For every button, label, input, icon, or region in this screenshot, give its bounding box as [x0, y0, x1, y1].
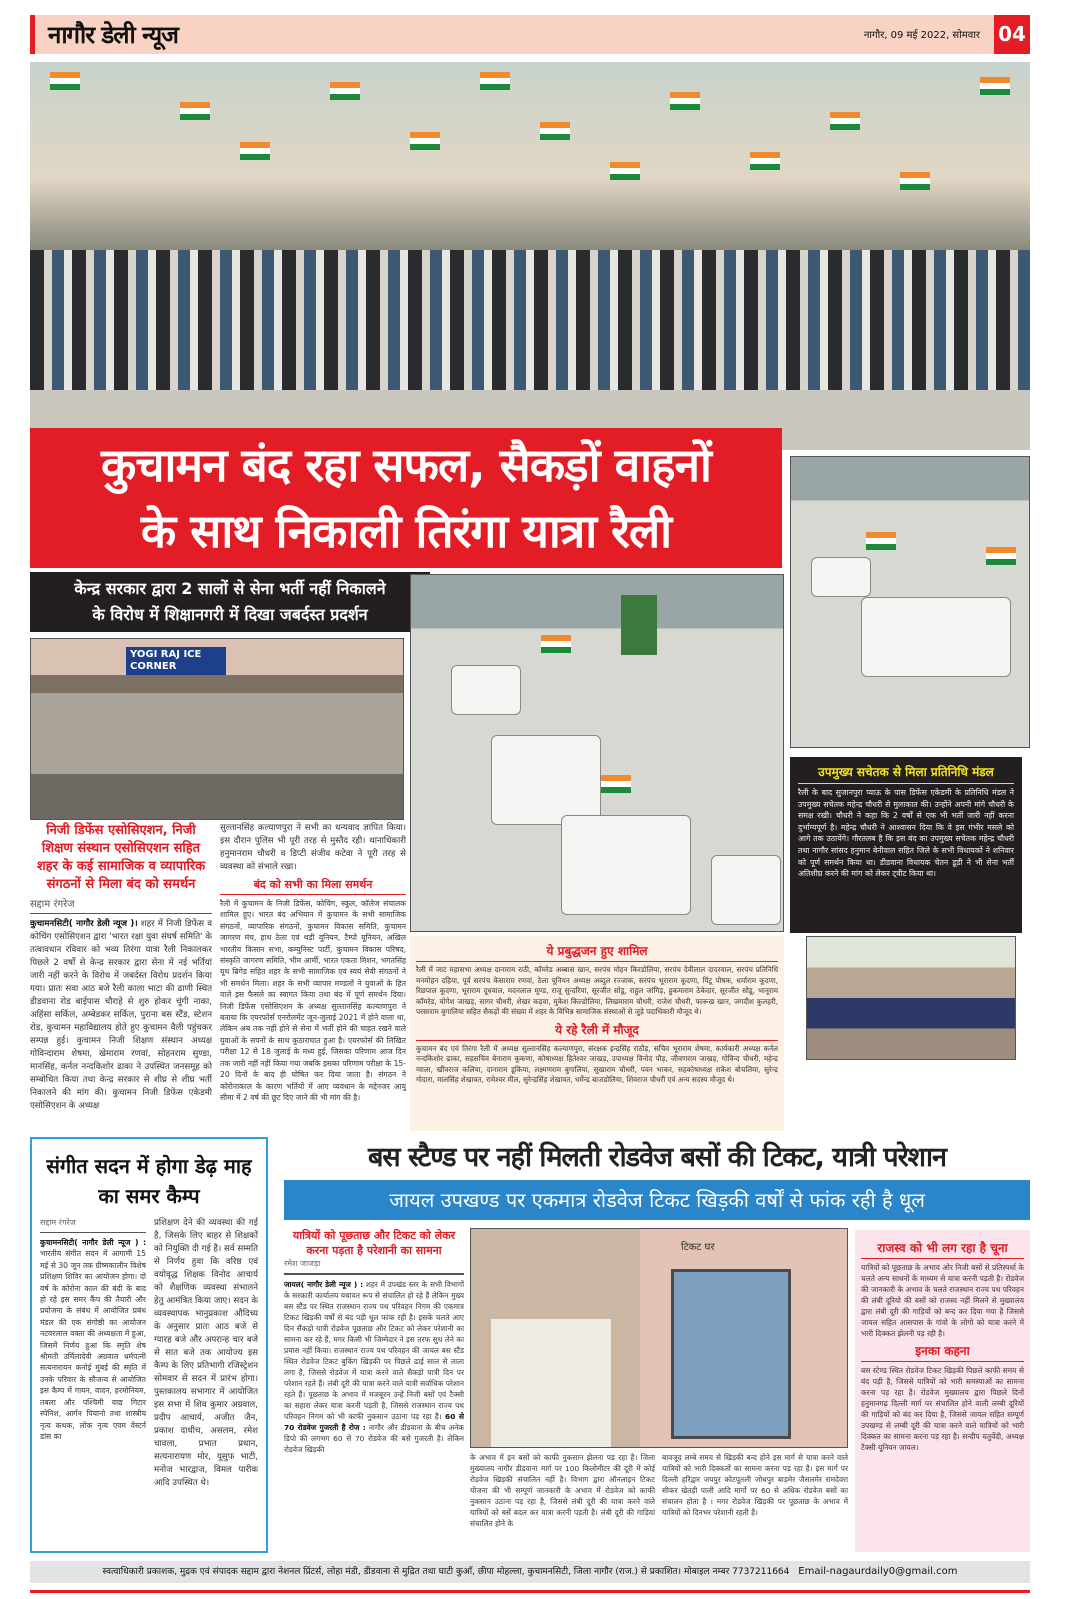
crowd [30, 250, 1030, 410]
lead-body-col1-text: शहर में निजी डिफेंस व कोचिंग एसोसिएशन द्वारा 'भारत रक्षा युवा संघर्ष समिति' के तत्वावधान रविवार को भव्य तिरंगा यात्रा रैली निकालकर पिछले 2 वर्षों से केन्द्र सरकार द्वारा सेना में नई भर्तियां जारी नहीं करने के विरोध में जबर्दस्त विरोध प्रदर्शन किया गया। प्रातः सवा आठ बजे रैली काला भाटा की ढाणी स्थित डीडवाना रोड बाईपास चौराहे से शुरु होकर चूंगी नाका, अहिंसा सर्किल, अम्बेडकर सर्किल, पुराना बस स्टैंड, स्टेशन रोड, कुचामन महाविद्यालय होते हुए कुचामन वैली पहुंचकर सम्पन्न हुई। कुचामन निजी शिक्षण संस्थान अध्यक्ष गोविन्दाराम शेषमा, खेमाराम रणवां, सोहनराम सुण्डा, मानसिंह, कर्नल नन्दकिशोर ढाका ने उपस्थित जनसमूह को सम्बोधित किया तथा केन्द्र सरकार से शीघ्र से शीघ्र भर्ती निकालने की मांग की। कुचामन निजी डिफेंस एकेडमी एसोसिएशन के अध्यक्ष [30, 919, 212, 1111]
music-body-col1-text: भारतीय संगीत सदन में आगामी 15 मई से 30 जून तक ग्रीष्मकालीन विशेष प्रशिक्षण शिविर का आयोजन होगा। दो वर्ष के कोरोना काल की बंदी के बाद हो रहे इस समर कैंप की तैयारी और प्रयोजना के संबंध में आयोजित प्रबंध मंडल की एक संगोष्ठी का आयोजन नटवरलाल वक्ता की अध्यक्षता में हुआ, जिसमें निर्णय हुआ कि स्मृति शेष श्रीमती उर्मिलादेवी अग्रवाल धर्मपत्नी सत्यनारायन कनोई मुंबई की स्मृति में उनके परिवार के सौजन्य से आयोजित इस कैम्प में गायन, वादन, हरमोनियम, तबला और पश्चिमी वाद्य गिटार स्पेनिश, आर्गन पियानो तथा शास्त्रीय नृत्य कथक, लोक नृत्य एवम वेस्टर्न डांस का [40, 1249, 146, 1441]
bus-body-col1-text: शहर में उपखंड स्तर के सभी विभागों के सरकारी कार्यालय यथावत रूप से संचालित हो रहे हैं लेकिन मुख्य बस स्टैंड पर स्थित राजस्थान राज्य पथ परिवहन निगम की एकमात्र टिकट खिड़की वर्षों से बंद पड़ी धूल फांक रही है। इसके चलते आए दिन सैंकड़ो यात्री रोडवेज पूछताछ और टिकट को लेकर परेशानी का सामना कर रहे हैं, मगर किसी भी जिम्मेदार ने इस तरफ सुध लेने का प्रयास नहीं किया। राजस्थान राज्य पथ परिवहन की जायल बस स्टैंड स्थित रोडवेज टिकट बुकिंग खिड़की पर पिछले ढाई साल से ताला लगा है, जिससे रोडवेज में यात्रा करने वाले सैकड़ो यात्री दिन पर परेशान रहते हैं। लंबी दूरी की यात्रा करने वाले यात्री सर्वाधिक परेशान रहते हैं। पूछताछ के अभाव में मजबूरन उन्हें निजी बसों एवं टैक्सी का सहारा लेकर यात्रा करनी पड़ती है, जिससे राजस्थान राज्य पथ परिवहन निगम को भी काफी नुकसान उठाना पड़ रहा है। [284, 1280, 464, 1421]
lead-headline-line2: के साथ निकाली तिरंगा यात्रा रैली [140, 504, 672, 558]
lead-article-col1 [30, 822, 212, 1128]
car [451, 665, 521, 715]
masthead-accent-bar [30, 15, 35, 54]
byline: सद्दाम रंगरेज [30, 896, 212, 914]
flag-icon [180, 102, 210, 120]
section-dignitaries-title: ये प्रबुद्धजन हुए शामिल [416, 942, 778, 962]
music-dateline: कुचामनसिटी( नागौर डेली न्यूज ) : [40, 1238, 146, 1247]
delegation-text: रैली के बाद सुजानपुरा प्याऊ के पास डिफेंस एकेडमी के प्रतिनिधि मंडल ने उपमुख्य सचेतक महेन्द्र चौधरी से मुलाकात की। उन्होंने अपनी मांगे चौधरी के समक्ष रखी। चौधरी ने कहा कि 2 वर्षों से एक भी भर्ती जारी नहीं करना दुर्भाग्यपूर्ण है। महेन्द्र चौधरी ने आश्वासन दिया कि वे इस गंभीर मसले को आगे तक उठायेंगे। गौरतलब है कि इस बंद का उपमुख्य सचेतक महेन्द्र चौधरी तथा नागौर सांसद हनुमान बेनीवाल सहित जिले के सभी विधायकों ने शनिवार को पूर्ण समर्थन किया था। डीडवाना विधायक चेतन डूडी ने भी सेना भर्ती अतिशीघ्र करने की मांग को लेकर ट्वीट किया था। [798, 788, 1014, 879]
ticket-window [671, 1269, 791, 1439]
flag-icon [601, 775, 631, 793]
lead-subheadline-line2: के विरोध में शिक्षानगरी में दिखा जबर्दस्त प्रदर्शन [92, 605, 368, 624]
music-columns [40, 1217, 258, 1547]
lead-body-col2: रैली में कुचामन के निजी डिफेंस, कोचिंग, स्कूल, कॉलेज संचालक शामिल हुए। भारत बंद अभियान में कुचामन के सभी सामाजिक संगठनों, व्यापारिक संगठनों, कुचामन विकास समिति, कुचामन जागरण मंच, हाथ ठेला एवं थड़ी यूनियन, टैम्पो यूनियन, अखिल भारतीय किसान सभा, कम्युनिस्ट पार्टी, कुचामन विकास परिषद, संस्कृति जागरण समिति, भीम आर्मी, भारत एकता मिशन, भगतसिंह यूथ ब्रिगेड सहित शहर के सभी सामाजिक एवं स्वयं सेवी संगठनों ने भी समर्थन मिला। शहर के सभी व्यापार मण्डलों ने युवाओं के हित वाले इस फैसले का स्वागत किया तथा बंद में पूर्ण समर्थन दिया। निजी डिफेंस एसोसिएशन के अध्यक्ष सुल्तानसिंह कल्याणपुरा ने बताया कि एयरफोर्स एनरोलमेंट जून-जुलाई 2021 में होने वाला था, लेकिन अब तक नहीं होने से सेना में भर्ती होने की चाहत रखने वाले युवाओं के सपनों के साथ कुठाराघात हुआ है। एयरफोर्स की लिखित परीक्षा 12 से 18 जुलाई के मध्य हुई, जिसका परिणाम आज दिन तक जारी नहीं नहीं किया गया जबकि इसका परिणाम परीक्षा के 15-20 दिनों के बाद ही घोषित कर दिया जाता है। संगठन ने कोरोनाकाल के कारण भर्तियों में आए व्यवधान के मद्देनजर आयु सीमा में 2 वर्ष की छूट दिए जाने की भी मांग की है। [220, 899, 406, 1102]
car [811, 557, 871, 597]
revenue-title: राजस्व को भी लग रहा है चूना [861, 1239, 1024, 1259]
delegation-group-photo [806, 936, 1016, 1060]
lead-body-col2-top: सुल्तानसिंह कल्याणपुरा ने सभी का धन्यवाद ज्ञापित किया। इस दौरान पुलिस भी पूरी तरह से मुस्तैद रही। थानाधिकारी हनुमानराम चौधरी व डिप्टी संजीव कटेवा ने पूरी तरह से व्यवस्था को संभाले रखा। [220, 823, 406, 872]
quote-title: इनका कहना [861, 1342, 1024, 1362]
rally-crowd-photo [30, 62, 1030, 450]
bus-dateline: जायल( नागौर डेली न्यूज ) : [284, 1280, 364, 1289]
dignitaries-box [410, 936, 784, 1131]
flag-icon [866, 532, 896, 550]
flag-icon [50, 72, 80, 90]
flag-icon [900, 172, 930, 190]
masthead [30, 15, 1030, 54]
lead-headline-line1: कुचामन बंद रहा सफल, सैकड़ों वाहनों [101, 438, 711, 492]
revenue-box [855, 1230, 1030, 1552]
car [861, 597, 1011, 677]
dateline: कुचामनसिटी( नागौर डेली न्यूज )। [30, 919, 138, 929]
imprint-text: स्वत्वाधिकारी प्रकाशक, मुद्रक एवं संपादक सद्दाम द्वारा नेशनल प्रिंटर्स, लोहा मंडी, डीडवाना से मुद्रित तथा घाटी कुआँ, छीपा मोहल्ला, कुचामनसिटी, जिला नागौर (राज.) से प्रकाशित। मोबाइल नम्बर 7737211664 [102, 1567, 790, 1577]
bus-body-col1-end: नागौर और डीडवाना के बीच अनेक डिपो की लगभग 60 से 70 रोडवेज की बसे गुजरती है। लेकिन रोडवेज खिड़की [284, 1423, 464, 1454]
flag-icon [540, 122, 570, 140]
side-headline: निजी डिफेंस एसोसिएशन, निजी शिक्षण संस्थान एसोसिएशन सहित शहर के कई सामाजिक व व्यापारिक संगठनों से मिला बंद को समर्थन [36, 823, 206, 892]
cars-rally-photo-right [790, 456, 1030, 748]
flag-icon [610, 162, 640, 180]
present-text: कुचामन बंद एवं तिरंगा रैली में अध्यक्ष सुल्तानसिंह कल्याणपुरा, संरक्षक इन्द्रसिंह राठौड़, सचिव भूराराम शेषमा, कार्यकारी अध्यक्ष कर्नल नन्दकिशोर ढाका, सहसचिव बेनाराम कूकणा, कोषाध्यक्ष हितेश्वर जाखड़, उपाध्यक्ष विनोद पौड़, जीवणराम जाखड़, गोविन्द चौधरी, महेन्द्र ग्वाला, खींवराज कलिया, दानाराम डूकिया, लक्ष्मणराम बुगालिया, सुखाराम चौधरी, पवन भाकर, सहकोषाध्यक्ष राकेश बोचलिया, सुरेन्द्र गोदारा, मालसिंह शेखावत, रामेश्वर मील, सुरेन्द्रसिंह शेखावत, धर्मेन्द्र बाजडोलिया, शिवराज चौधरी एवं अन्य सदस्य मौजूद थे। [416, 1043, 778, 1084]
newspaper-title: नागौर डेली न्यूज [48, 21, 178, 49]
flag-icon [240, 142, 270, 160]
ticket-window-photo [470, 1228, 848, 1448]
flag-icon [480, 72, 510, 90]
music-body-col1 [40, 1237, 146, 1547]
bus-article-col1 [284, 1228, 464, 1549]
music-body-col2: प्रशिक्षण देने की व्यवस्था की गई है, जिसके लिए बाहर से शिक्षकों को नियुक्ति दी गई है। सर्व सम्मति से निर्णय हुवा कि वरिष्ठ एवं वयोवृद्ध शिक्षक विनोद आचार्य को शैक्षणिक व्यवस्था संभालने हेतु आमंत्रित किया जाए। सदन के व्यवस्थापक भानुप्रकाश औदिच्य के अनुसार प्रातः आठ बजे से ग्यारह बजे और अपरान्ह चार बजे से सात बजे तक आयोज्य इस कैम्प के लिए प्रतिभागी रजिस्ट्रेशन सोमवार से सदन में प्रारंभ होगा। पुस्तकालय सभागार में आयोजित इस सभा में शिव कुमार अग्रवाल, प्रदीप आचार्य, अजीत जैन, प्रकाश दाधीच, असलम, रमेश चावला, प्रभात प्रधान, सत्यनारायण मोर, यूसुफ भाटी, मनोज भारद्वाज, विमल पारीक आदि उपस्थित थे। [154, 1218, 258, 1488]
car [711, 855, 781, 925]
lead-article-col2 [220, 822, 406, 1143]
music-col1 [40, 1217, 146, 1547]
bus-body-col1 [284, 1279, 464, 1549]
issue-date: नागौर, 09 मई 2022, सोमवार [863, 30, 980, 41]
footer-rule [30, 1590, 1030, 1593]
music-byline: सद्दाम रंगरेज [40, 1217, 146, 1233]
footer-email[interactable]: Email-nagaurdaily0@gmail.com [798, 1566, 958, 1577]
people [491, 1319, 611, 1448]
flag-icon [541, 635, 571, 653]
bus-side-headline: यात्रियों को पूछताछ और टिकट को लेकर करना पड़ता है परेशानी का सामना [292, 1229, 456, 1257]
convoy-photo [410, 574, 784, 932]
car [491, 735, 601, 825]
footer-imprint [30, 1561, 1030, 1583]
bus-headline: बस स्टैण्ड पर नहीं मिलती रोडवेज बसों की टिकट, यात्री परेशान [368, 1142, 946, 1173]
bus-inline-subhead: 60 से 70 रोडवेज गुजरती है रोज : [284, 1412, 464, 1432]
flag-icon [330, 82, 360, 100]
lead-subheadline [30, 572, 430, 632]
flag-icon [980, 77, 1010, 95]
car [561, 815, 691, 915]
lead-headline [30, 428, 782, 568]
music-headline: संगीत सदन में होगा डेढ़ माह का समर कैम्प [46, 1154, 252, 1208]
flag-icon [986, 547, 1016, 565]
revenue-text: यात्रियों को पूछताछ के अभाव ओर निजी बसों से प्रतिस्पर्धा के चलते अन्य साधनों के माध्यम से यात्रा करनी पड़ती है। रोडवेज की जानकारी के अभाव के चलते राजस्थान राज्य पथ परिवहन की लंबी दूरियो की बसों को राजस्व नहीं मिलने से मुख्यालय द्वारा लंबी दूरी की गाड़ियों को बन्द कर दिया गया है जिससे जायल सहित आसपास के गांवो के लोगो को यात्रा करने में भारी दिक्कत झेलनी पड़ रही है। [861, 1263, 1024, 1338]
flag-icon [670, 92, 700, 110]
flag-icon [830, 112, 860, 130]
bus-subheadline: जायल उपखण्ड पर एकमात्र रोडवेज टिकट खिड़की वर्षों से फांक रही है धूल [284, 1180, 1030, 1220]
bus-body-col3: बावजूद लम्बे समय से खिड़की बन्द होने इस मार्ग से यात्रा करने वाले यात्रियों को भारी दिक्कतों का सामना करना पड़ रहा है। इस मार्ग पर दिल्ली हरिद्वार जयपुर कोटपूतली जोधपुर बाड़मेर जैसलमेर रामदेवरा सीकर खेतड़ी पाली आदि मार्गो पर 60 से अधिक रोडवेज बसों का संचालन होता है । मगर रोडवेज खिड़की पर पूछताछ के अभाव में यात्रियों को दिनभर परेशानी रहती है। [662, 1453, 848, 1517]
dignitaries-text: रैली में जाट महासभा अध्यक्ष दानाराम राठी, कॉमरेड अब्बास खान, सरपंच मोहन किरडोलिया, सरपंच देवीलाल दादरवाल, सरपंच प्रतिनिधि मनमोहन दहिया, पूर्व सरपंच केसाराम रणवां, ठेला यूनियन अध्यक्ष अब्दुल रज्जाक, सरपंच भूराराम कूदणा, पिंटू पोषक, धर्माराम कूदणा, रिछपाल कूदणा, भूराराम दूधवाल, मदनलाल मूण्ड, राजू सुन्दरिया, सूरजीत सोडू, राहुल जांगिड़, हुकमाराम ठेकेदार, सूरजीत सोडू, भानूराम कॉमरेड, योगेश जाखड़, सागर चौधरी, शेखर कड़वा, मुकेश किल्डोलिया, लिखमाराम चौधरी, राजेश चौधरी, फारूख खान, जगदीश कुलहरी, परसाराम बुगालिया सहित सैकड़ों की संख्या में शहर के विभिन्न सामाजिक संस्थाओं से जुड़े पदाधिकारी मौजूद थे। [416, 965, 778, 1016]
poster [621, 595, 657, 655]
flag-icon [750, 152, 780, 170]
bus-body-col2: के अभाव में इन बसों को काफी नुकसान झेलना पड़ रहा है। जिला मुख्यालय नागौर डीडवाना मार्ग पर 100 किलोमीटर की दूरी में कोई रोडवेज खिड़की संचालित नहीं है। विभाग द्वारा ऑनलाइन टिकट योजना की भी सम्पूर्ण जानकारी के अभाव में रोडवेज को काफी नुकसान उठाना पड़ रहा है, जिससे लंबी दूरी की यात्रा करने वाले यात्रियों को बसें बदल कर यात्रा करनी पड़ती है। लंबी दूरी की गाड़ियां संचालित होने के [470, 1453, 655, 1528]
closed-shops-photo [30, 638, 404, 820]
lead-subheadline-line1: केन्द्र सरकार द्वारा 2 सालों से सेना भर्ती नहीं निकालने [74, 579, 386, 598]
shop-sign: YOGI RAJ ICE CORNER [126, 647, 226, 675]
lead-body-col1 [30, 918, 212, 1128]
page-number: 04 [994, 15, 1030, 54]
bus-byline: रमेश जाजड़ा [284, 1258, 464, 1275]
delegation-box [790, 757, 1022, 933]
section-present-title: ये रहे रैली में मौजूद [416, 1021, 778, 1041]
music-camp-box [30, 1137, 268, 1553]
ticket-sign: टिकट घर [681, 1242, 715, 1253]
section-support-title: बंद को सभी का मिला समर्थन [220, 877, 406, 895]
quote-text: बस स्टेण्ड स्थित रोडवेज टिकट खिड़की पिछले काफी समय से बंद पड़ी है, जिससे यात्रियों को भारी समस्याओं का सामना करना पड़ रहा है। रोडवेज मुख्यालय द्वारा पिछले दिनों हनुमानगढ़ दिल्ली मार्ग पर संचालित होने वाली लम्बी दूरियों की गाड़ियों को बंद कर दिया है, जिससे जायल सहित सम्पूर्ण उपखण्ड से लम्बी दूरी की यात्रा करने वाले यात्रियों को भारी दिक्कत का सामना करना पड़ रहा है। सन्दीप चतुर्वेदी, अध्यक्ष टैक्सी यूनियन जायल। [861, 1366, 1024, 1452]
delegation-title: उपमुख्य सचेतक से मिला प्रतिनिधि मंडल [798, 763, 1014, 784]
flag-icon [410, 132, 440, 150]
